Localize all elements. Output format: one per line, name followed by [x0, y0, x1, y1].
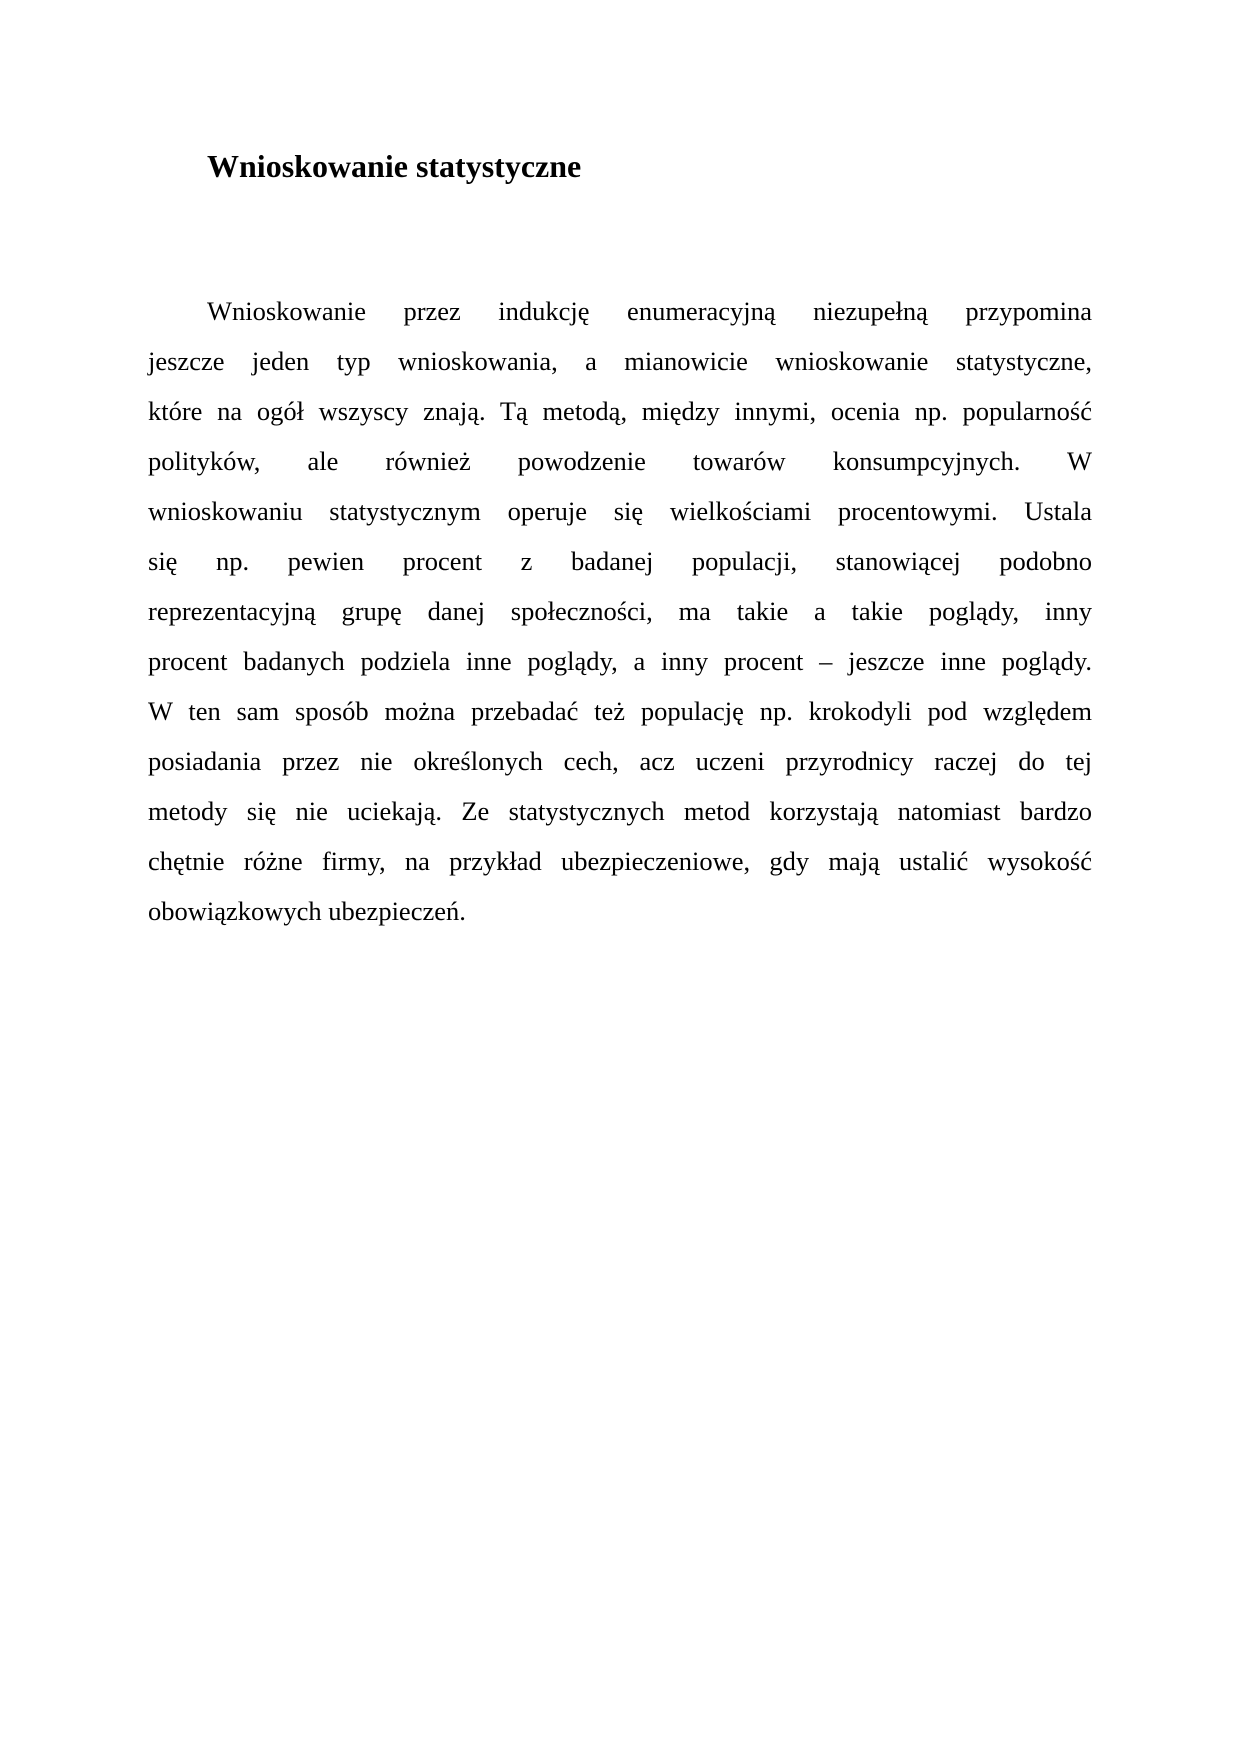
paragraph-line: metody się nie uciekają. Ze statystycznych metod korzystają natomiast bardzo: [148, 796, 1092, 826]
paragraph-line: reprezentacyjną grupę danej społeczności, ma takie a takie poglądy, inny: [148, 596, 1092, 626]
paragraph-line: procent badanych podziela inne poglądy, a inny procent – jeszcze inne poglądy.: [148, 646, 1092, 676]
paragraph-line: wnioskowaniu statystycznym operuje się wielkościami procentowymi. Ustala: [148, 496, 1092, 526]
document-title: Wnioskowanie statystyczne: [207, 148, 582, 184]
paragraph-line: chętnie różne firmy, na przykład ubezpieczeniowe, gdy mają ustalić wysokość: [148, 846, 1092, 876]
paragraph-line: posiadania przez nie określonych cech, acz uczeni przyrodnicy raczej do tej: [148, 746, 1092, 776]
paragraph-line: W ten sam sposób można przebadać też populację np. krokodyli pod względem: [148, 696, 1092, 726]
paragraph-line: polityków, ale również powodzenie towarów konsumpcyjnych. W: [148, 446, 1092, 476]
paragraph-line: jeszcze jeden typ wnioskowania, a mianowicie wnioskowanie statystyczne,: [148, 346, 1092, 376]
paragraph-line: które na ogół wszyscy znają. Tą metodą, między innymi, ocenia np. popularność: [148, 396, 1092, 426]
paragraph-line: obowiązkowych ubezpieczeń.: [148, 896, 466, 926]
paragraph-line: Wnioskowanie przez indukcję enumeracyjną niezupełną przypomina: [207, 296, 1092, 326]
document-paragraph: [148, 286, 1092, 936]
paragraph-line: się np. pewien procent z badanej populacji, stanowiącej podobno: [148, 546, 1092, 576]
